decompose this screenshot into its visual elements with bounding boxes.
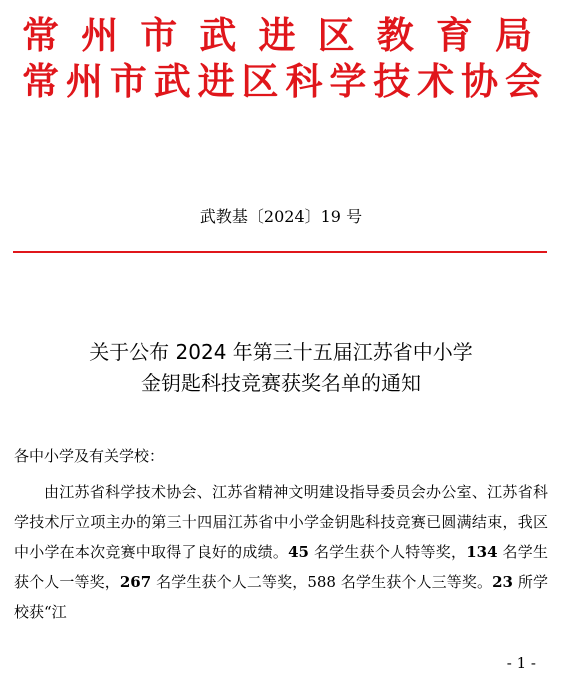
red-divider-line (13, 251, 547, 253)
first-prize-count: 134 (466, 543, 498, 561)
salutation: 各中小学及有关学校： (14, 447, 165, 465)
special-prize-text: 名学生获个人特等奖， (308, 543, 467, 561)
first-prize-text: 名学生获个人一等奖， (14, 543, 548, 591)
school-text: 所学校获“江 (14, 573, 548, 621)
school-count: 23 (492, 573, 513, 591)
issuer-header (22, 12, 542, 104)
special-prize-count: 45 (288, 543, 309, 561)
second-prize-count: 267 (119, 573, 152, 591)
notice-title-line-1: 关于公布 2024 年第三十五届江苏省中小学 (89, 340, 473, 364)
issuer-line-science-association: 常州市武进区科学技术协会 (22, 59, 542, 103)
notice-title-line-2: 金钥匙科技竞赛获奖名单的通知 (141, 371, 421, 395)
second-prize-text: 名学生获个人二等奖，588 名学生获个人三等奖。 (151, 573, 493, 591)
body-paragraph (14, 477, 548, 627)
body-intro: 由江苏省科学技术协会、江苏省精神文明建设指导委员会办公室、江苏省科学技术厅立项主办的第三十四届江苏省中小学金钥匙科技竞赛已圆满结束，我区中小学在本次竞赛中取得了良好的成绩。 (14, 483, 548, 561)
document-number: 武教基〔2024〕19 号 (199, 207, 363, 226)
notice-title (0, 337, 562, 399)
page-number: - 1 - (506, 654, 536, 672)
issuer-line-education-bureau: 常州市武进区教育局 (22, 13, 542, 57)
